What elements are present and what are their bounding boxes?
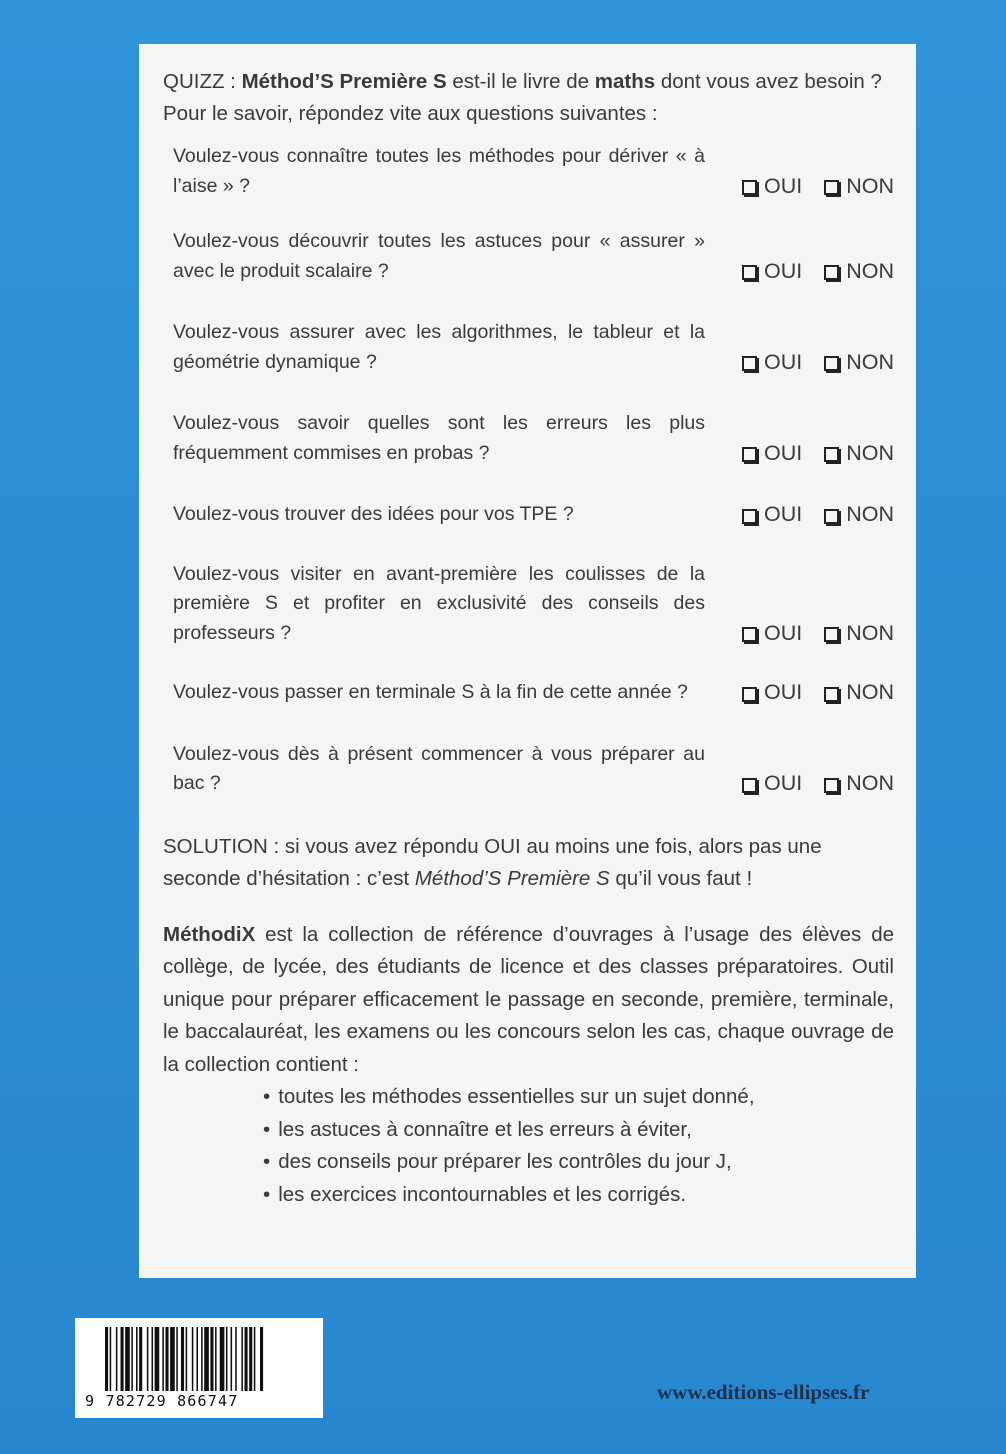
yes-label: OUI [763, 620, 803, 645]
intro-middle: est-il le livre de [446, 70, 595, 93]
no-label: NON [846, 440, 894, 465]
checkbox-icon [742, 778, 757, 793]
yes-label: OUI [763, 440, 803, 465]
question-text: Voulez-vous passer en terminale S à la fin de cette année ? [173, 681, 688, 703]
answer-options [742, 348, 894, 378]
list-item: • les astuces à connaître et les erreurs à éviter, [263, 1114, 894, 1147]
answer-options [742, 769, 894, 799]
collection-name: MéthodiX [163, 922, 256, 946]
answer-options [742, 172, 894, 202]
barcode-bar [241, 1327, 243, 1391]
isbn-number: 9 782729 866747 [85, 1392, 239, 1410]
barcode [75, 1318, 323, 1418]
website-url: www.editions-ellipses.fr [657, 1380, 870, 1404]
answer-options [742, 439, 894, 469]
barcode-bar [162, 1327, 164, 1391]
barcode-bar [192, 1327, 194, 1391]
no-label: NON [846, 620, 894, 645]
no-label: NON [846, 349, 894, 374]
quiz-panel [139, 44, 916, 1278]
checkbox-icon [742, 356, 757, 371]
checkbox-icon [824, 627, 839, 642]
yes-label: OUI [763, 173, 803, 198]
question-row [173, 409, 894, 468]
barcode-bar [235, 1327, 237, 1391]
yes-label: OUI [763, 349, 803, 374]
checkbox-icon [742, 447, 757, 462]
barcode-bar [155, 1327, 160, 1391]
barcode-bar [215, 1327, 217, 1391]
yes-label: OUI [763, 502, 803, 526]
barcode-bar [210, 1327, 213, 1391]
barcode-bar [245, 1327, 248, 1391]
question-text: Voulez-vous visiter en avant-première les coulisses de la première S et profiter en exclusivité des conseils des professeurs ? [173, 562, 705, 644]
checkbox-icon [824, 509, 839, 524]
solution-before: SOLUTION : si vous avez répondu OUI au moins une fois, alors pas une seconde d’hésitation : c’est [163, 834, 822, 890]
checkbox-icon [824, 687, 839, 702]
barcode-bar [152, 1327, 154, 1391]
barcode-bar [186, 1327, 188, 1391]
question-row [173, 740, 894, 799]
quiz-label: QUIZZ : [163, 70, 242, 93]
no-checkbox[interactable] [824, 172, 894, 202]
no-checkbox[interactable] [824, 619, 894, 649]
question-row [173, 227, 894, 286]
list-item: • toutes les méthodes essentielles sur un sujet donné, [263, 1081, 894, 1114]
no-checkbox[interactable] [824, 678, 894, 708]
yes-checkbox[interactable] [742, 500, 802, 530]
no-checkbox[interactable] [824, 439, 894, 469]
book-title: Méthod’S Première S [241, 70, 447, 93]
solution-after: qu’il vous faut ! [609, 866, 753, 890]
checkbox-icon [824, 778, 839, 793]
solution-title: Méthod’S Première S [414, 866, 610, 890]
question-row [173, 318, 894, 377]
barcode-bar [131, 1327, 133, 1391]
barcode-bar [181, 1327, 184, 1391]
subject: maths [594, 70, 656, 93]
yes-checkbox[interactable] [742, 678, 802, 708]
barcode-bar [196, 1327, 198, 1391]
barcode-bar [260, 1327, 263, 1391]
checkbox-icon [742, 509, 757, 524]
answer-options [742, 619, 894, 649]
feature-list [163, 1081, 894, 1211]
yes-checkbox[interactable] [742, 257, 802, 287]
solution-text [163, 831, 894, 895]
no-label: NON [846, 502, 894, 526]
no-label: NON [846, 680, 894, 704]
question-text: Voulez-vous savoir quelles sont les erreurs les plus fréquemment commises en probas ? [173, 412, 705, 464]
yes-checkbox[interactable] [742, 439, 802, 469]
checkbox-icon [742, 627, 757, 642]
no-checkbox[interactable] [824, 769, 894, 799]
barcode-bar [110, 1327, 112, 1391]
no-label: NON [846, 771, 894, 795]
no-checkbox[interactable] [824, 500, 894, 530]
yes-checkbox[interactable] [742, 348, 802, 378]
yes-checkbox[interactable] [742, 769, 802, 799]
question-list [163, 142, 894, 799]
barcode-bar [226, 1327, 228, 1391]
barcode-bar [121, 1327, 124, 1391]
collection-text: est la collection de référence d’ouvrages à l’usage des élèves de collège, de lycée, des étudiants de licence et des classes préparatoires. Outil unique pour préparer efficacement le passage en seconde, première, terminale, le baccalauréat, les examens ou les concours selon les cas, chaque ouvrage de la collection contient : [163, 922, 894, 1076]
intro-suffix: dont vous avez besoin ? Pour le savoir, répondez vite aux questions suivantes : [163, 70, 882, 125]
barcode-bar [165, 1327, 168, 1391]
question-row [173, 142, 894, 201]
barcode-bar [201, 1327, 203, 1391]
question-text: Voulez-vous connaître toutes les méthodes pour dériver « à l’aise » ? [173, 145, 705, 197]
question-row [173, 678, 894, 708]
checkbox-icon [824, 265, 839, 280]
barcode-bar [249, 1327, 252, 1391]
answer-options [742, 678, 894, 708]
list-item: • des conseils pour préparer les contrôles du jour J, [263, 1146, 894, 1179]
barcode-bar [254, 1327, 256, 1391]
barcode-bar [125, 1327, 130, 1391]
answer-options [742, 257, 894, 287]
yes-label: OUI [763, 771, 803, 795]
barcode-bar [220, 1327, 225, 1391]
checkbox-icon [824, 447, 839, 462]
barcode-bars [105, 1327, 310, 1391]
barcode-bar [170, 1327, 175, 1391]
checkbox-icon [742, 265, 757, 280]
quiz-intro [163, 66, 894, 130]
list-item: • les exercices incontournables et les corrigés. [263, 1179, 894, 1212]
checkbox-icon [824, 356, 839, 371]
no-checkbox[interactable] [824, 348, 894, 378]
question-text: Voulez-vous assurer avec les algorithmes, le tableur et la géométrie dynamique ? [173, 321, 705, 373]
checkbox-icon [742, 180, 757, 195]
checkbox-icon [742, 687, 757, 702]
barcode-bar [116, 1327, 118, 1391]
answer-options [742, 500, 894, 530]
no-label: NON [846, 258, 894, 283]
no-checkbox[interactable] [824, 257, 894, 287]
question-row [173, 500, 894, 530]
barcode-bar [136, 1327, 138, 1391]
yes-checkbox[interactable] [742, 619, 802, 649]
yes-label: OUI [763, 680, 803, 704]
barcode-bar [105, 1327, 108, 1391]
no-label: NON [846, 173, 894, 198]
barcode-bar [204, 1327, 209, 1391]
question-text: Voulez-vous trouver des idées pour vos TPE ? [173, 503, 574, 525]
question-text: Voulez-vous découvrir toutes les astuces pour « assurer » avec le produit scalaire ? [173, 230, 705, 282]
question-row [173, 560, 894, 649]
question-text: Voulez-vous dès à présent commencer à vous préparer au bac ? [173, 742, 705, 794]
checkbox-icon [824, 180, 839, 195]
barcode-bar [176, 1327, 178, 1391]
yes-checkbox[interactable] [742, 172, 802, 202]
methodix-description [163, 919, 894, 1082]
barcode-bar [231, 1327, 233, 1391]
yes-label: OUI [763, 258, 803, 283]
barcode-bar [147, 1327, 149, 1391]
barcode-bar [139, 1327, 142, 1391]
